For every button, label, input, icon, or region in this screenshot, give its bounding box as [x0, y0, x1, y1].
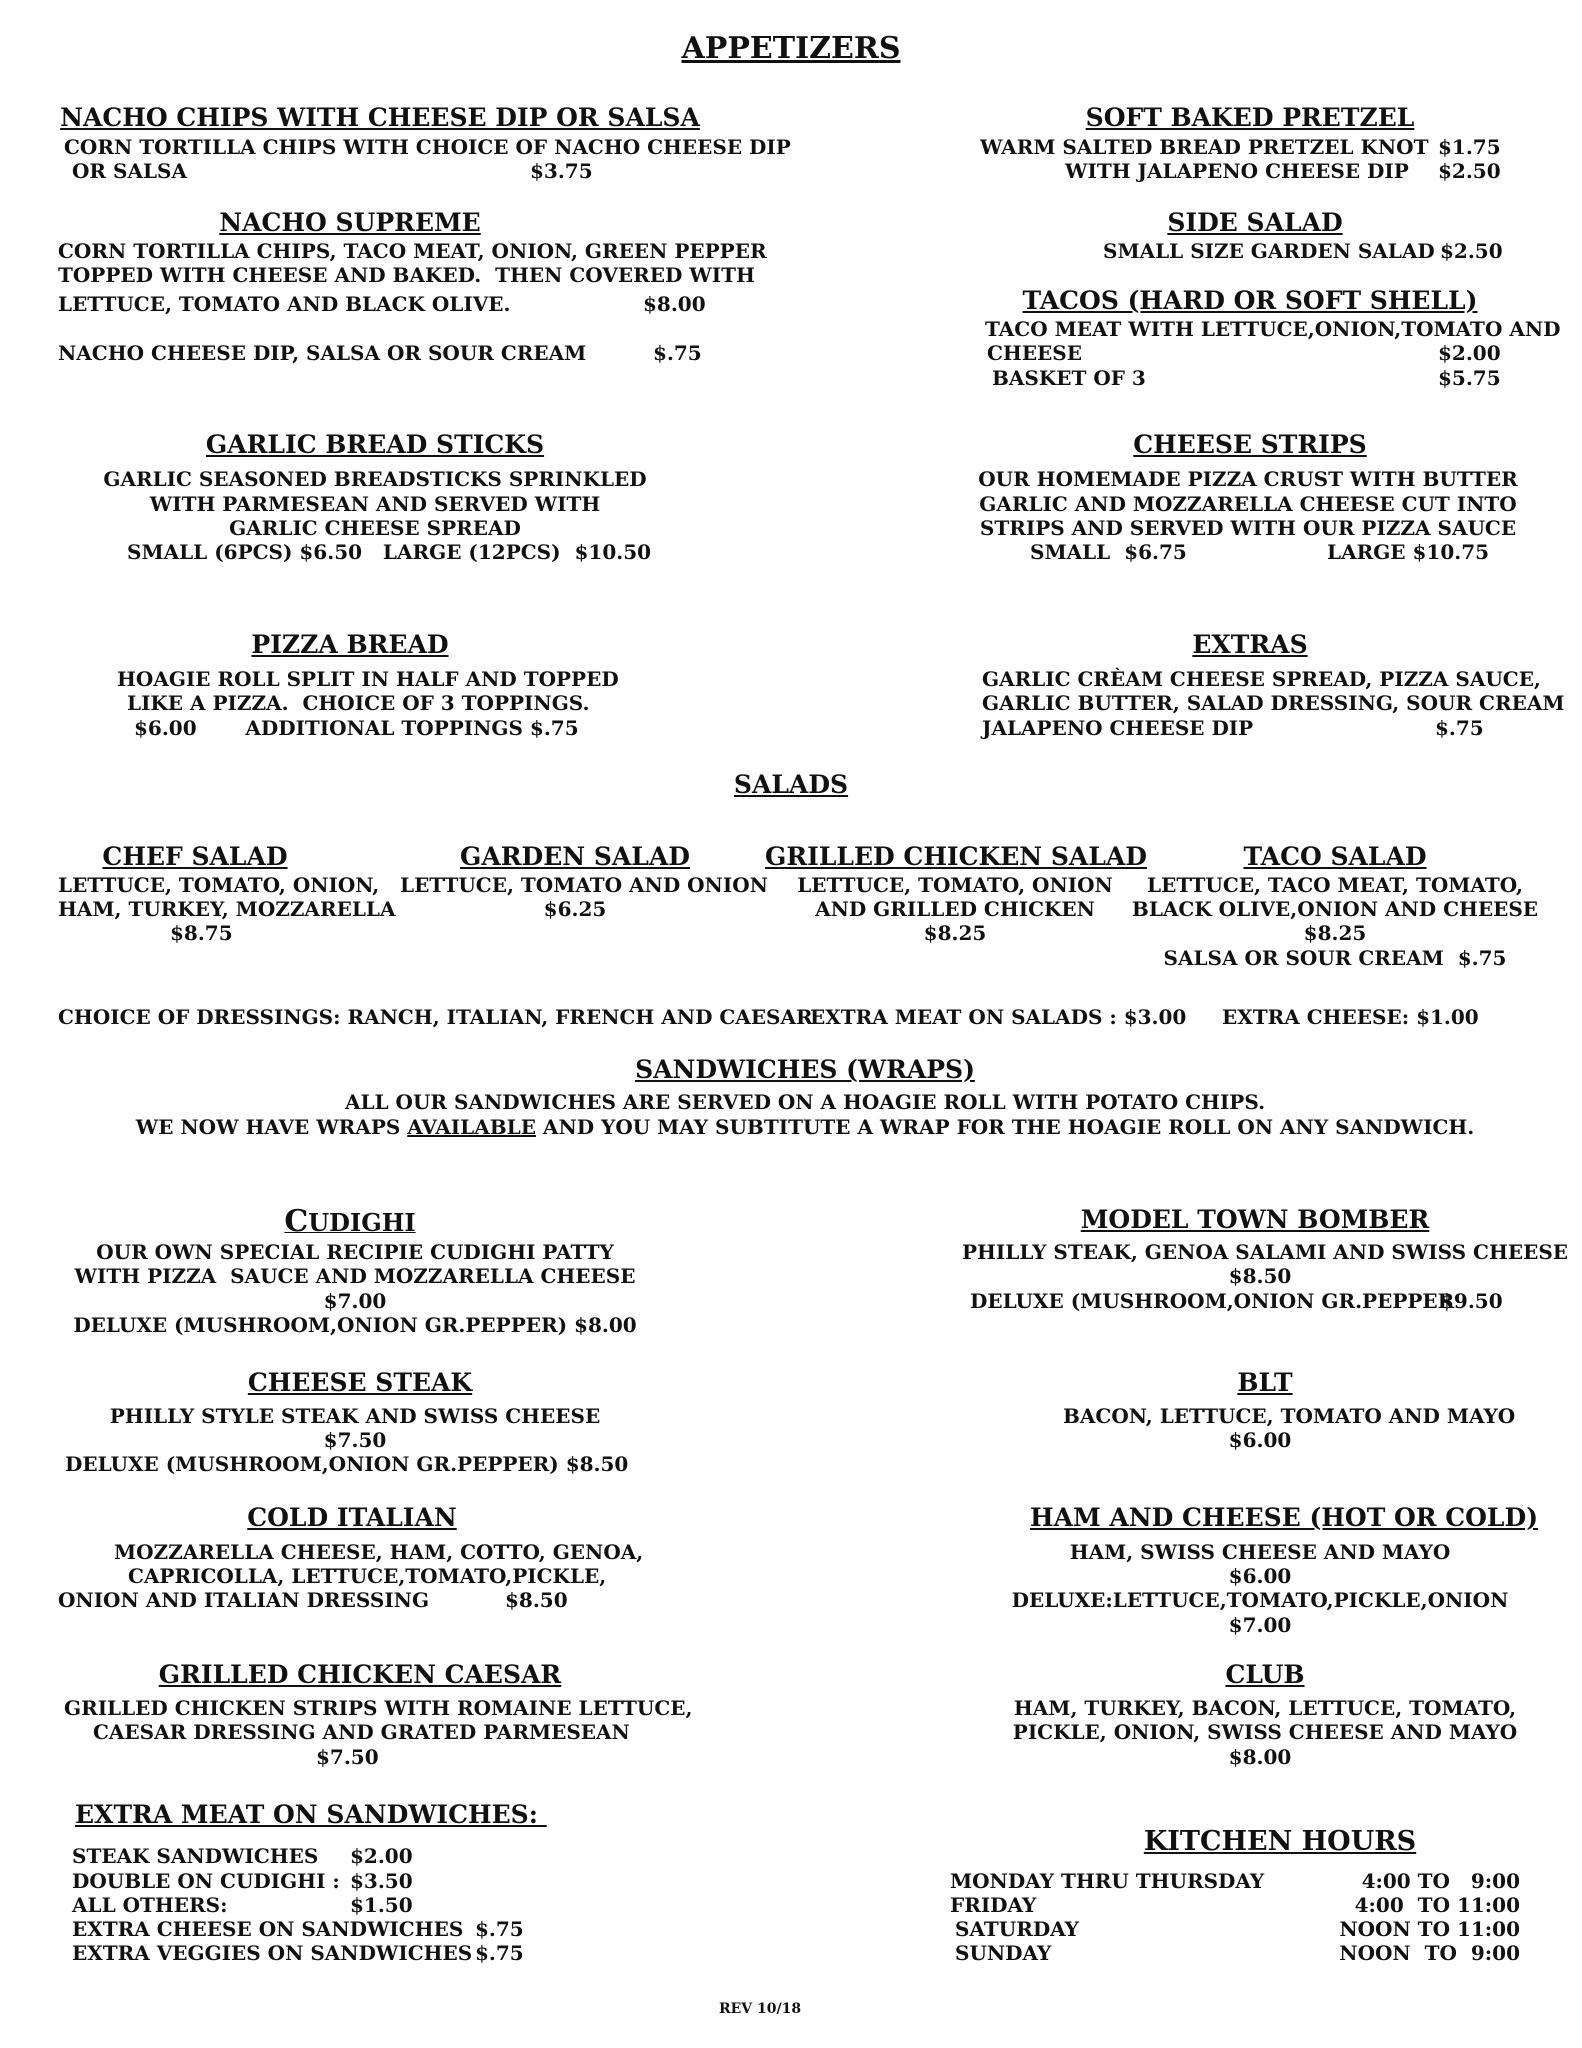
- tacos-title: TACOS (HARD OR SOFT SHELL): [1022, 286, 1478, 315]
- model-town-deluxe-price: $9.50: [1440, 1289, 1503, 1313]
- garlic-bread-prices: SMALL (6PCS) $6.50 LARGE (12PCS) $10.50: [127, 540, 652, 564]
- cold-italian-price: $8.50: [505, 1588, 568, 1612]
- cold-italian-title: COLD ITALIAN: [247, 1503, 457, 1532]
- nacho-supreme-desc: LETTUCE, TOMATO AND BLACK OLIVE.: [58, 292, 511, 316]
- sandwiches-note: ALL OUR SANDWICHES ARE SERVED ON A HOAGIE ROLL WITH POTATO CHIPS.: [344, 1090, 1266, 1114]
- pretzel-price: $1.75: [1438, 135, 1501, 159]
- taco-salad-extra: SALSA OR SOUR CREAM $.75: [1163, 946, 1507, 970]
- chef-salad-desc: HAM, TURKEY, MOZZARELLA: [58, 897, 396, 921]
- cheese-steak-deluxe: DELUXE (MUSHROOM,ONION GR.PEPPER) $8.50: [65, 1452, 629, 1476]
- nacho-addon-price: $.75: [653, 341, 702, 365]
- nacho-supreme-price: $8.00: [643, 292, 706, 316]
- tacos-desc: CHEESE: [987, 341, 1082, 365]
- garlic-bread-desc: WITH PARMESEAN AND SERVED WITH: [149, 492, 601, 516]
- cudighi-title-rest: UDIGHI: [308, 1208, 416, 1237]
- kitchen-hours-title: KITCHEN HOURS: [1143, 1826, 1417, 1857]
- cheese-strips-title: CHEESE STRIPS: [1133, 430, 1367, 459]
- pretzel-price: $2.50: [1438, 159, 1501, 183]
- cheese-strips-desc: OUR HOMEMADE PIZZA CRUST WITH BUTTER: [978, 467, 1518, 491]
- nacho-supreme-desc: CORN TORTILLA CHIPS, TACO MEAT, ONION, GREEN PEPPER: [58, 239, 767, 263]
- grilled-caesar-desc: GRILLED CHICKEN STRIPS WITH ROMAINE LETTUCE,: [64, 1696, 693, 1720]
- ham-cheese-desc: HAM, SWISS CHEESE AND MAYO: [1069, 1540, 1451, 1564]
- nacho-supreme-desc: TOPPED WITH CHEESE AND BAKED. THEN COVERED WITH: [58, 263, 755, 287]
- extra-meat-title: EXTRA MEAT ON SANDWICHES:: [75, 1800, 547, 1829]
- kitchen-hours-day: FRIDAY: [950, 1893, 1037, 1917]
- grilled-caesar-price: $7.50: [316, 1745, 379, 1769]
- extras-title: EXTRAS: [1192, 630, 1308, 659]
- extra-meat-item: EXTRA CHEESE ON SANDWICHES: [72, 1917, 464, 1941]
- grilled-chicken-salad-desc: AND GRILLED CHICKEN: [815, 897, 1095, 921]
- garlic-bread-desc: GARLIC SEASONED BREADSTICKS SPRINKLED: [103, 467, 647, 491]
- ham-cheese-title: HAM AND CHEESE (HOT OR COLD): [1030, 1503, 1539, 1532]
- extra-meat-price: $.75: [475, 1941, 524, 1965]
- side-salad-title: SIDE SALAD: [1167, 208, 1343, 237]
- nacho-addon: NACHO CHEESE DIP, SALSA OR SOUR CREAM: [58, 341, 587, 365]
- model-town-deluxe: DELUXE (MUSHROOM,ONION GR.PEPPER: [970, 1289, 1455, 1313]
- blt-title: BLT: [1237, 1368, 1293, 1397]
- extra-meat-item: STEAK SANDWICHES: [72, 1844, 319, 1868]
- extra-meat-item: ALL OTHERS:: [72, 1893, 228, 1917]
- extra-meat-item: DOUBLE ON CUDIGHI :: [72, 1869, 340, 1893]
- side-salad-price: $2.50: [1440, 239, 1503, 263]
- kitchen-hours-time: 4:00 TO 11:00: [1354, 1893, 1520, 1917]
- revision-label: REV 10/18: [718, 2001, 802, 2017]
- pizza-bread-title: PIZZA BREAD: [251, 630, 449, 659]
- salad-extra-cheese: EXTRA CHEESE: $1.00: [1222, 1005, 1479, 1029]
- pizza-bread-desc: LIKE A PIZZA. CHOICE OF 3 TOPPINGS.: [127, 691, 590, 715]
- cheese-strips-desc: GARLIC AND MOZZARELLA CHEESE CUT INTO: [979, 492, 1517, 516]
- appetizers-heading: APPETIZERS: [681, 31, 901, 66]
- club-title: CLUB: [1225, 1660, 1305, 1689]
- cudighi-deluxe: DELUXE (MUSHROOM,ONION GR.PEPPER) $8.00: [73, 1313, 637, 1337]
- salad-extra-meat: EXTRA MEAT ON SALADS : $3.00: [810, 1005, 1187, 1029]
- extra-meat-price: $3.50: [350, 1869, 413, 1893]
- chef-salad-title: CHEF SALAD: [102, 842, 288, 871]
- garden-salad-price: $6.25: [543, 897, 607, 921]
- extra-meat-price: $1.50: [350, 1893, 413, 1917]
- pretzel-title: SOFT BAKED PRETZEL: [1085, 103, 1415, 132]
- pretzel-desc: WITH JALAPENO CHEESE DIP: [1065, 159, 1409, 183]
- wraps-available-text: AVAILABLE: [407, 1115, 536, 1139]
- cudighi-price: $7.00: [323, 1289, 387, 1313]
- grilled-caesar-desc: CAESAR DRESSING AND GRATED PARMESEAN: [93, 1720, 630, 1744]
- tacos-desc: TACO MEAT WITH LETTUCE,ONION,TOMATO AND: [985, 317, 1561, 341]
- ham-cheese-price: $6.00: [1228, 1564, 1292, 1588]
- taco-salad-desc: BLACK OLIVE,ONION AND CHEESE: [1131, 897, 1539, 921]
- garlic-bread-desc: GARLIC CHEESE SPREAD: [229, 516, 521, 540]
- side-salad-desc: SMALL SIZE GARDEN SALAD: [1103, 239, 1435, 263]
- model-town-desc: PHILLY STEAK, GENOA SALAMI AND SWISS CHEESE: [962, 1240, 1569, 1264]
- cheese-steak-title: CHEESE STEAK: [247, 1368, 473, 1397]
- sandwiches-wraps-note: [0, 1115, 1582, 1140]
- kitchen-hours-day: SUNDAY: [955, 1941, 1052, 1965]
- grilled-caesar-title: GRILLED CHICKEN CAESAR: [158, 1660, 562, 1689]
- nacho-chips-price: $3.75: [530, 159, 593, 183]
- nacho-chips-title: NACHO CHIPS WITH CHEESE DIP OR SALSA: [60, 103, 700, 132]
- cudighi-title: [150, 1205, 550, 1243]
- cudighi-title-initial: C: [284, 1204, 309, 1239]
- grilled-chicken-salad-price: $8.25: [923, 921, 987, 945]
- club-desc: HAM, TURKEY, BACON, LETTUCE, TOMATO,: [1013, 1696, 1517, 1720]
- chef-salad-price: $8.75: [170, 921, 233, 945]
- blt-price: $6.00: [1228, 1428, 1292, 1452]
- kitchen-hours-time: 4:00 TO 9:00: [1361, 1869, 1520, 1893]
- grilled-chicken-salad-desc: LETTUCE, TOMATO, ONION: [797, 873, 1113, 897]
- extras-desc: JALAPENO CHEESE DIP: [982, 716, 1254, 740]
- taco-salad-desc: LETTUCE, TACO MEAT, TOMATO,: [1147, 873, 1523, 897]
- garlic-bread-title: GARLIC BREAD STICKS: [205, 430, 545, 459]
- extra-meat-item: EXTRA VEGGIES ON SANDWICHES: [72, 1941, 473, 1965]
- extras-desc: GARLIC CRÈAM CHEESE SPREAD, PIZZA SAUCE,: [982, 667, 1541, 691]
- cold-italian-desc: MOZZARELLA CHEESE, HAM, COTTO, GENOA,: [114, 1540, 644, 1564]
- club-desc: PICKLE, ONION, SWISS CHEESE AND MAYO: [1012, 1720, 1518, 1744]
- tacos-basket-price: $5.75: [1438, 366, 1501, 390]
- salad-dressings: CHOICE OF DRESSINGS: RANCH, ITALIAN, FRENCH AND CAESAR: [58, 1005, 813, 1029]
- cheese-steak-desc: PHILLY STYLE STEAK AND SWISS CHEESE: [109, 1404, 601, 1428]
- tacos-basket: BASKET OF 3: [992, 366, 1146, 390]
- extras-price: $.75: [1435, 716, 1484, 740]
- chef-salad-desc: LETTUCE, TOMATO, ONION,: [58, 873, 380, 897]
- nacho-chips-desc: CORN TORTILLA CHIPS WITH CHOICE OF NACHO CHEESE DIP: [64, 135, 791, 159]
- kitchen-hours-day: SATURDAY: [955, 1917, 1079, 1941]
- cudighi-desc: OUR OWN SPECIAL RECIPIE CUDIGHI PATTY: [96, 1240, 614, 1264]
- garden-salad-desc: LETTUCE, TOMATO AND ONION: [400, 873, 768, 897]
- cheese-strips-desc: STRIPS AND SERVED WITH OUR PIZZA SAUCE: [979, 516, 1517, 540]
- cheese-strips-small: SMALL $6.75: [1030, 540, 1187, 564]
- taco-salad-price: $8.25: [1303, 921, 1367, 945]
- tacos-price: $2.00: [1438, 341, 1501, 365]
- nacho-supreme-title: NACHO SUPREME: [219, 208, 481, 237]
- taco-salad-title: TACO SALAD: [1243, 842, 1427, 871]
- wraps-note-text: WE NOW HAVE WRAPS: [135, 1115, 408, 1139]
- sandwiches-heading: SANDWICHES (WRAPS): [635, 1055, 975, 1084]
- cold-italian-desc: ONION AND ITALIAN DRESSING: [58, 1588, 430, 1612]
- club-price: $8.00: [1228, 1745, 1292, 1769]
- kitchen-hours-day: MONDAY THRU THURSDAY: [950, 1869, 1265, 1893]
- pizza-bread-desc: HOAGIE ROLL SPLIT IN HALF AND TOPPED: [117, 667, 619, 691]
- pizza-bread-prices: $6.00 ADDITIONAL TOPPINGS $.75: [134, 716, 579, 740]
- wraps-note-text: AND YOU MAY SUBTITUTE A WRAP FOR THE HOAGIE ROLL ON ANY SANDWICH.: [535, 1115, 1475, 1139]
- grilled-chicken-salad-title: GRILLED CHICKEN SALAD: [765, 842, 1147, 871]
- garden-salad-title: GARDEN SALAD: [460, 842, 690, 871]
- ham-cheese-deluxe: DELUXE:LETTUCE,TOMATO,PICKLE,ONION: [1011, 1588, 1509, 1612]
- pretzel-desc: WARM SALTED BREAD PRETZEL KNOT: [980, 135, 1429, 159]
- extra-meat-price: $2.00: [350, 1844, 413, 1868]
- ham-cheese-deluxe-price: $7.00: [1228, 1613, 1292, 1637]
- cudighi-desc: WITH PIZZA SAUCE AND MOZZARELLA CHEESE: [74, 1264, 636, 1288]
- cheese-steak-price: $7.50: [323, 1428, 387, 1452]
- nacho-chips-desc: OR SALSA: [72, 159, 187, 183]
- cheese-strips-large: LARGE $10.75: [1327, 540, 1490, 564]
- kitchen-hours-time: NOON TO 9:00: [1339, 1941, 1520, 1965]
- cold-italian-desc: CAPRICOLLA, LETTUCE,TOMATO,PICKLE,: [128, 1564, 607, 1588]
- blt-desc: BACON, LETTUCE, TOMATO AND MAYO: [1063, 1404, 1516, 1428]
- kitchen-hours-time: NOON TO 11:00: [1339, 1917, 1520, 1941]
- extra-meat-price: $.75: [475, 1917, 524, 1941]
- extras-desc: GARLIC BUTTER, SALAD DRESSING, SOUR CREAM: [982, 691, 1565, 715]
- model-town-title: MODEL TOWN BOMBER: [1080, 1205, 1430, 1234]
- salads-heading: SALADS: [733, 770, 849, 799]
- model-town-price: $8.50: [1228, 1264, 1292, 1288]
